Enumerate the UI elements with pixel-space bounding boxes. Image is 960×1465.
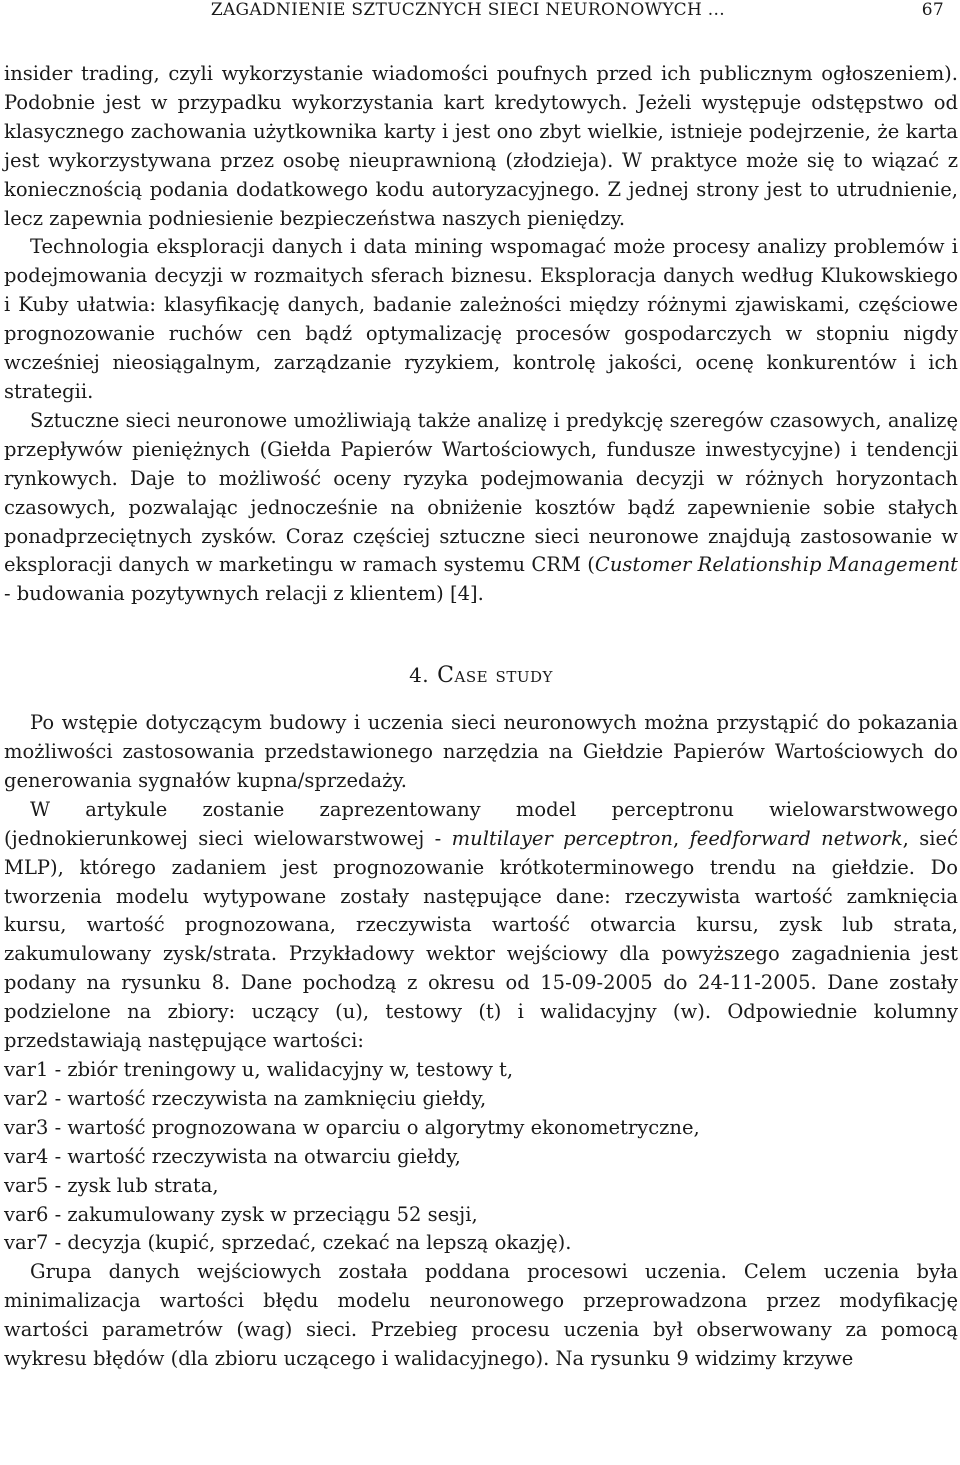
model-emphasis-feedforward: feedforward network [689,826,903,850]
list-item: var6 - zakumulowany zysk w przeciągu 52 sesji, [4,1202,478,1226]
body-text [4,60,958,1374]
model-emphasis-mlp: multilayer perceptron [451,826,673,850]
list-item: var3 - wartość prognozowana w oparciu o algorytmy ekonometryczne, [4,1115,700,1139]
variables-list [4,1056,958,1258]
page-number: 67 [921,0,944,20]
list-item: var7 - decyzja (kupić, sprzedać, czekać na lepszą okazję). [4,1231,572,1255]
section-title: Case study [437,663,553,689]
list-item: var4 - wartość rzeczywista na otwarciu giełdy, [4,1144,461,1168]
model-text-2: , [672,826,690,850]
list-item: var5 - zysk lub strata, [4,1173,219,1197]
list-item: var1 - zbiór treningowy u, walidacyjny w, testowy t, [4,1058,514,1081]
paragraph-fraud: insider trading, czyli wykorzystanie wiadomości poufnych przed ich publicznym ogłoszeniem). Podobnie jest w przypadku wykorzystania kart kredytowych. Jeżeli występuje odstępstwo od klasycznego zachowania użytkownika karty i jest ono zbyt wielkie, istnieje podejrzenie, że karta jest wykorzystywana przez osobę nieuprawnioną (złodzieja). W praktyce może się to wiązać z koniecznością podania dodatkowego kodu autoryzacyjnego. Z jednej strony jest to utrudnienie, lecz zapewnia podniesienie bezpieczeństwa naszych pieniędzy. [4,62,958,230]
model-text-3: , sieć MLP), którego zadaniem jest prognozowanie krótkoterminowego trendu na giełdzie. Do tworzenia modelu wytypowane zostały następujące dane: rzeczywista wartość zamknięcia kursu, wartość prognozowana, rzeczywista wartość otwarcia kursu, zysk lub strata, zakumulowany zysk/strata. Przykładowy wektor wejściowy dla powyższego zagadnienia jest podany na rysunku 8. Dane pochodzą z okresu od 15-09-2005 do 24-11-2005. Dane zostały podzielone na zbiory: uczący (u), testowy (t) i walidacyjny (w). Odpowiednie kolumny przedstawiają następujące wartości: [4,826,958,1053]
section-heading [4,661,958,691]
section-number: 4. [409,663,430,688]
crm-text-before: Sztuczne sieci neuronowe umożliwiają także analizę i predykcję szeregów czasowych, analizę przepływów pieniężnych (Giełda Papierów Wartościowych, fundusze inwestycyjne) i tendencji rynkowych. Daje to możliwość oceny ryzyka podejmowania decyzji w różnych horyzontach czasowych, pozwalając jednocześnie na obniżenie kosztów bądź zapewnienie sobie stałych ponadprzeciętnych zysków. Coraz częściej sztuczne sieci neuronowe znajdują zastosowanie w eksploracji danych w marketingu w ramach systemu CRM ( [4,408,958,577]
paragraph-model [4,796,958,1056]
paragraph-intro: Po wstępie dotyczącym budowy i uczenia sieci neuronowych można przystąpić do pokazania możliwości zastosowania przedstawionego narzędzia na Giełdzie Papierów Wartościowych do generowania sygnałów kupna/sprzedaży. [4,711,958,792]
crm-emphasis: Customer Relationship Management [594,553,958,577]
paragraph-crm [4,407,958,609]
paragraph-data-mining: Technologia eksploracji danych i data mining wspomagać może procesy analizy problemów i podejmowania decyzji w rozmaitych sferach biznesu. Eksploracja danych według Klukowskiego i Kuby ułatwia: klasyfikację danych, badanie zależności między różnymi zjawiskami, częściowe prognozowanie ruchów cen bądź optymalizację procesów gospodarczych w stopniu nigdy wcześniej nieosiągalnym, zarządzanie ryzykiem, kontrolę jakości, ocenę konkurentów i ich strategii. [4,235,958,403]
list-item: var2 - wartość rzeczywista na zamknięciu giełdy, [4,1086,487,1110]
paragraph-training: Grupa danych wejściowych została poddana procesowi uczenia. Celem uczenia była minimalizacja wartości błędu modelu neuronowego przeprowadzona przez modyfikację wartości parametrów (wag) sieci. Przebieg procesu uczenia był obserwowany za pomocą wykresu błędów (dla zbioru uczącego i walidacyjnego). Na rysunku 9 widzimy krzywe [4,1260,958,1371]
running-header [4,0,958,22]
running-title: ZAGADNIENIE SZTUCZNYCH SIECI NEURONOWYCH ... [210,0,725,20]
model-text-1: W artykule zostanie zaprezentowany model perceptronu wielowarstwowego (jednokierunkowej sieci wielowarstwowej - [4,797,958,850]
crm-text-after: - budowania pozytywnych relacji z klientem) [4]. [4,582,484,606]
